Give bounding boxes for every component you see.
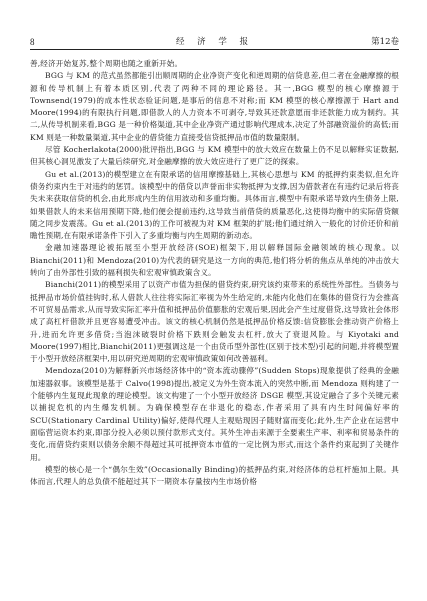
- paragraph: BGG 与 KM 的范式虽然都能引出顺周期的企业净资产变化和逆周期的信贷息差,但二者在金融摩擦的根源和传导机制上有着本质区别,代表了两种不同的理论路径。其一,BGG 模型的核心摩擦源于 Townsend(1979)的成本性状态验证问题,是事后的信息不对称;而 KM 模型的核心摩擦源于 Hart and Moore(1994)的有限执行问题,即借款人的人力资本不可剥夺,导致其还款意愿而非还款能力成为制约。其二,从传导机制来看,BGG 是一种价格渠道,其中企业净资产通过影响代理成本,决定了外部融资溢价的高低;而 KM 则是一种数量渠道,其中企业的借贷能力直接受信贷抵押品市值的数量限制。: [30, 71, 399, 142]
- paragraph: Bianchi(2011)的模型采用了以资产市值为担保的借贷约束,研究该约束带来的系统性外部性。当债务与抵押品市场价值挂钩时,私人借款人往往将实际汇率视为外生给定的,未能内化他们在集体的借贷行为会推高不可贸易品需求,从而导致实际汇率升值和抵押品价值膨胀的宏观后果,因此会产生过度借贷,这导致社会体形成了高杠杆借款并且更容易遭受冲击。该文的核心机制仍然是抵押品价格反馈:信贷膨胀会推动资产价格上升,进而允许更多借贷;当泡沫破裂时价格下跌则会触发去杠杆,放大了衰退风险。与 Kiyotaki and Moore(1997)相比,Bianchi(2011)更强调这是一个由货币型外部性(区别于技术型)引起的问题,并将模型置于小型开放经济框架中,用以研究逆周期的宏观审慎政策如何改善福利。: [30, 280, 399, 364]
- paragraph: Mendoza(2010)为解释新兴市场经济体中的“资本流动骤停”(Sudden Stops)现象提供了经典的金融加速器叙事。该模型是基于 Calvo(1998)提出,被定义为外生资本流入的突然中断,而 Mendoza 则构建了一个能够内生复现此现象的理论模型。该文构建了一个小型开放经济 DSGE 模型,其设定融合了多个关键元素以捕捉危机的内生爆发机制。为确保模型存在非退化的稳态,作者采用了具有内生时间偏好率的 SCU(Stationary Cardinal Utility)偏好,使得代理人主观贴现因子随财富而变化;此外,生产企业在运营中面临营运资本约束,即部分投入必须以预付款形式支付。其外生冲击来源于全要素生产率、利率和贸易条件的变化,而借贷约束则以债务余额不得超过其可抵押资本市值的一定比例为形式,而这个条件约束起到了关键作用。: [30, 366, 399, 462]
- issue-label: 第12卷: [371, 37, 399, 47]
- page-number: 8: [30, 37, 35, 47]
- running-header: [30, 36, 399, 50]
- paragraph: 尽管 Kocherlakota(2000)批评指出,BGG 与 KM 模型中的放大效应在数量上仍不足以解释实证数据,但其核心洞见激发了大量后续研究,对金融摩擦的放大效应进行了更广泛的探索。: [30, 145, 399, 167]
- paragraph: Gu et al.(2013)的模型建立在有限承诺的信用摩擦基础上,其核心思想与 KM 的抵押约束类似,但允许债务约束内生于对违约的惩罚。该模型中的借贷以声誉而非实物抵押为支撑,因为借款者在有违约记录后将丧失未来获取信贷的机会,由此形成内生的信用波动和多重均衡。具体而言,模型中有限承诺导致内生债务上限,如果借款人的未来信用预期下降,他们便会提前违约,这导致当前借贷的质量恶化,这使得均衡中的实际借贷额随之同步发震荡。Gu et al.(2013)的工作可被视为对 KM 框架的扩展;他们通过纳入一般化的讨价还价和前瞻性预期,在有限承诺条件下引入了多重均衡与内生周期的新动态。: [30, 169, 399, 241]
- paragraph: 模型的核心是一个“偶尔生效”(Occasionally Binding)的抵押品约束,对经济体的总杠杆施加上限。具体而言,代理人的总负债不能超过其下一期资本存量按内生市场价格: [30, 464, 399, 487]
- paragraph-continuation: 善,经济开始复苏,整个周期也随之重新开始。: [30, 59, 183, 68]
- journal-title: 经 济 学 报: [175, 37, 254, 47]
- paragraph: 金融加速器理论被拓展至小型开放经济(SOE)框架下,用以解释国际金融领域的核心现象。以 Bianchi(2011)和 Mendoza(2010)为代表的研究是这一方向的典范,他们将分析的焦点从单纯的冲击放大转向了由外部性引致的福利损失和宏观审慎政策含义。: [30, 243, 399, 278]
- article-body: [30, 58, 399, 488]
